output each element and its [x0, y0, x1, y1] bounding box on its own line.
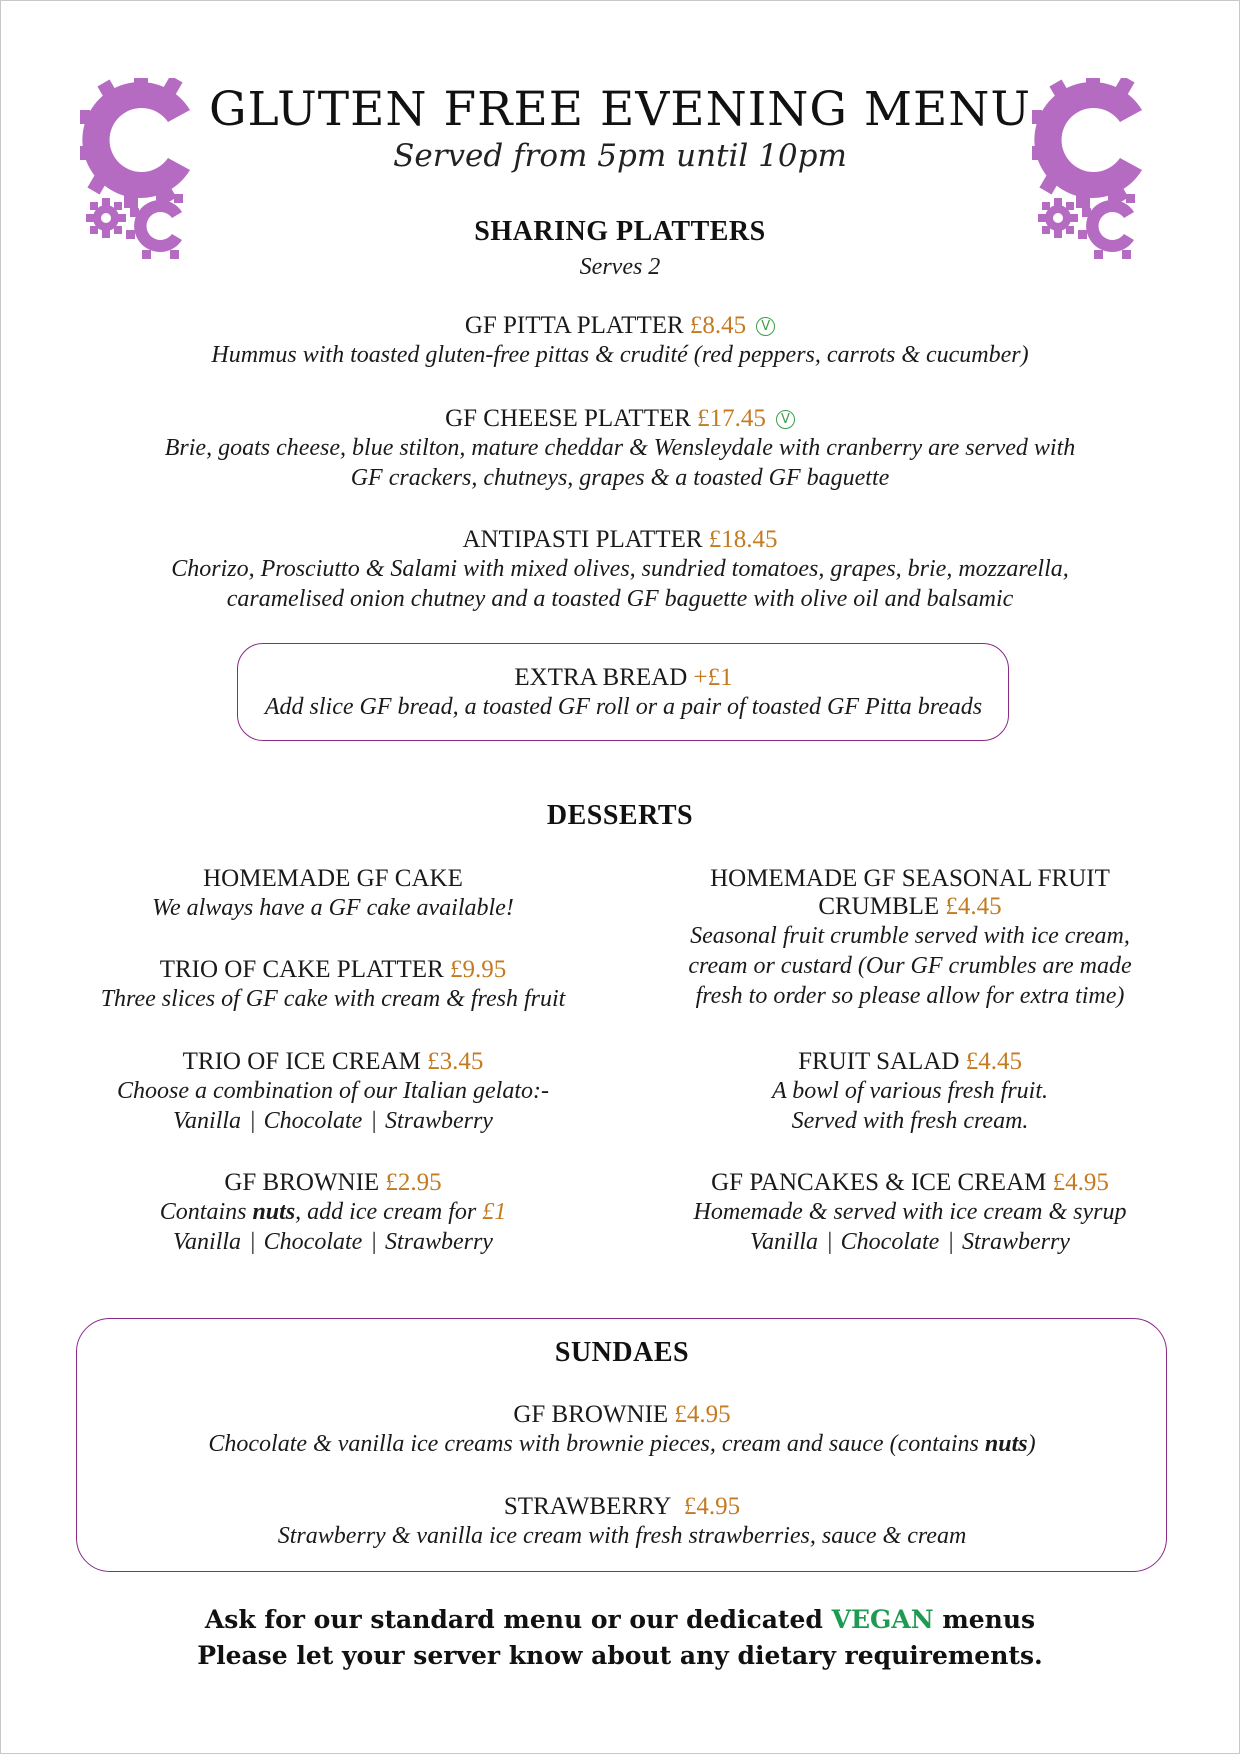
- footer-line-2: Please let your server know about any dietary requirements.: [197, 1641, 1043, 1670]
- item-desc: Choose a combination of our Italian gelato:-: [117, 1078, 549, 1104]
- flavour-list: Vanilla | Chocolate | Strawberry: [173, 1108, 493, 1134]
- item-price: £4.95: [683, 1493, 741, 1520]
- item-title: [76, 1493, 1168, 1521]
- item-name: STRAWBERRY: [503, 1493, 672, 1520]
- sharing-heading: SHARING PLATTERS: [474, 216, 766, 247]
- item-price: £18.45: [708, 526, 778, 553]
- flavour-list: Vanilla | Chocolate | Strawberry: [173, 1229, 493, 1255]
- item-price: £4.95: [1052, 1169, 1109, 1196]
- item-desc: Chocolate & vanilla ice creams with brownie pieces, cream and sauce (contains nuts): [208, 1431, 1036, 1457]
- item-name: TRIO OF CAKE PLATTER: [159, 956, 444, 983]
- item-title: [63, 1048, 603, 1076]
- item-desc: A bowl of various fresh fruit.: [771, 1078, 1049, 1104]
- item-title: [640, 1048, 1180, 1076]
- item-title: [0, 405, 1240, 433]
- item-desc: Add slice GF bread, a toasted GF roll or a pair of toasted GF Pitta breads: [264, 694, 983, 720]
- item-desc: Brie, goats cheese, blue stilton, mature cheddar & Wensleydale with cranberry are served with: [164, 435, 1076, 461]
- menu-item: [640, 1048, 1180, 1136]
- vegetarian-icon: V: [756, 317, 775, 336]
- item-name: ANTIPASTI PLATTER: [462, 526, 703, 553]
- item-desc: Hummus with toasted gluten-free pittas & crudité (red peppers, carrots & cucumber): [211, 342, 1029, 368]
- extra-bread: [237, 664, 1010, 722]
- flavour-list: Vanilla | Chocolate | Strawberry: [750, 1229, 1070, 1255]
- item-desc: Contains nuts, add ice cream for £1: [159, 1199, 507, 1225]
- item-name: GF CHEESE PLATTER: [445, 405, 691, 432]
- menu-item: [63, 1169, 603, 1257]
- item-title: [640, 893, 1180, 921]
- item-name: GF BROWNIE: [224, 1169, 380, 1196]
- item-name: TRIO OF ICE CREAM: [182, 1048, 421, 1075]
- menu-item: [76, 1493, 1168, 1551]
- item-desc: We always have a GF cake available!: [152, 895, 514, 921]
- menu-item: [0, 312, 1240, 370]
- menu-item: [0, 526, 1240, 614]
- item-price: £17.45: [697, 405, 766, 432]
- menu-item: [640, 1169, 1180, 1257]
- item-title: [76, 1401, 1168, 1429]
- item-title: [63, 1169, 603, 1197]
- page-subtitle: Served from 5pm until 10pm: [393, 138, 847, 174]
- item-title: [0, 312, 1240, 340]
- menu-item: [63, 956, 603, 1014]
- item-desc: Seasonal fruit crumble served with ice cream,: [690, 923, 1130, 949]
- menu-item: [76, 1401, 1168, 1459]
- item-price: £4.95: [674, 1401, 731, 1428]
- menu-item: [0, 405, 1240, 493]
- item-desc: cream or custard (Our GF crumbles are made: [688, 953, 1132, 979]
- footer-line-1: Ask for our standard menu or our dedicated VEGAN menus: [204, 1605, 1036, 1634]
- item-price: £4.45: [965, 1048, 1022, 1075]
- item-desc: caramelised onion chutney and a toasted GF baguette with olive oil and balsamic: [226, 586, 1014, 612]
- item-title: [0, 526, 1240, 554]
- item-price: £9.95: [450, 956, 507, 983]
- item-name: EXTRA BREAD: [514, 664, 688, 691]
- footer-note: [0, 1602, 1240, 1674]
- menu-item: [640, 865, 1180, 1011]
- sundaes-heading: SUNDAES: [554, 1337, 690, 1368]
- item-desc: fresh to order so please allow for extra time): [695, 983, 1125, 1009]
- item-title: [63, 956, 603, 984]
- item-title: [237, 664, 1010, 692]
- item-name: CRUMBLE: [818, 893, 940, 920]
- item-name: GF BROWNIE: [513, 1401, 669, 1428]
- item-title: [640, 1169, 1180, 1197]
- item-desc: Chorizo, Prosciutto & Salami with mixed olives, sundried tomatoes, grapes, brie, mozzarella,: [171, 556, 1069, 582]
- item-price: £8.45: [689, 312, 747, 339]
- desserts-heading: DESSERTS: [546, 800, 694, 831]
- item-name: FRUIT SALAD: [798, 1048, 960, 1075]
- menu-item: [63, 865, 603, 923]
- item-desc: Homemade & served with ice cream & syrup: [693, 1199, 1127, 1225]
- item-price: £3.45: [427, 1048, 484, 1075]
- item-name: GF PANCAKES & ICE CREAM: [711, 1169, 1047, 1196]
- item-price: £2.95: [385, 1169, 442, 1196]
- vegetarian-icon: V: [776, 410, 795, 429]
- item-name: GF PITTA PLATTER: [464, 312, 684, 339]
- item-desc: Served with fresh cream.: [791, 1108, 1029, 1134]
- item-price: £4.45: [945, 893, 1002, 920]
- page-title: GLUTEN FREE EVENING MENU: [208, 82, 1032, 137]
- item-desc: GF crackers, chutneys, grapes & a toasted GF baguette: [350, 465, 890, 491]
- item-desc: Strawberry & vanilla ice cream with fresh strawberries, sauce & cream: [277, 1523, 967, 1549]
- menu-item: [63, 1048, 603, 1136]
- item-name: HOMEMADE GF CAKE: [203, 865, 463, 892]
- item-price: +£1: [693, 664, 733, 691]
- item-desc: Three slices of GF cake with cream & fresh fruit: [100, 986, 566, 1012]
- sharing-serves: Serves 2: [579, 254, 661, 280]
- item-name: HOMEMADE GF SEASONAL FRUIT: [710, 865, 1110, 892]
